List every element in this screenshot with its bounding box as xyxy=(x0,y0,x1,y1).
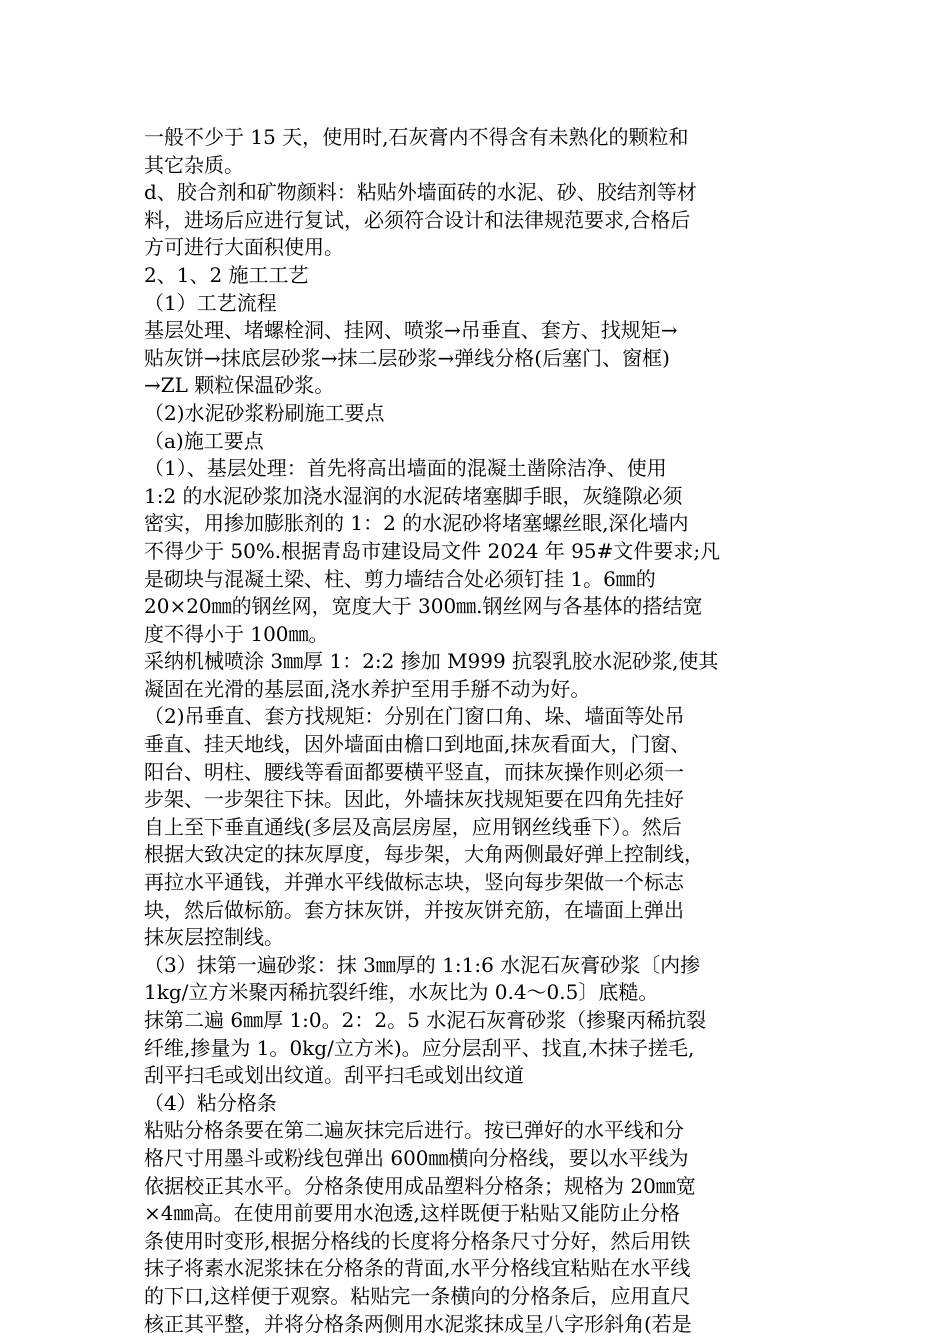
text-line: 刮平扫毛或划出纹道。刮平扫毛或划出纹道 xyxy=(144,1063,524,1088)
text-line: 其它杂质。 xyxy=(144,152,244,177)
text-line: 方可进行大面积使用。 xyxy=(144,235,344,260)
text-line: 格尺寸用墨斗或粉线包弹出 600㎜横向分格线，要以水平线为 xyxy=(144,1145,689,1170)
subsection-heading: （1）工艺流程 xyxy=(144,290,277,315)
text-line: 一般不少于 15 天，使用时,石灰膏内不得含有未熟化的颗粒和 xyxy=(144,125,689,149)
text-line: 粘贴分格条要在第二遍灰抹完后进行。按已弹好的水平线和分 xyxy=(144,1118,684,1143)
text-line: 贴灰饼→抹底层砂浆→抹二层砂浆→弹线分格(后塞门、窗框) xyxy=(144,345,670,370)
text-line: 自上至下垂直通线(多层及高层房屋，应用钢丝线垂下）。然后 xyxy=(144,814,682,839)
section-heading: 2、1、2 施工工艺 xyxy=(144,262,309,287)
text-line: 纤维,掺量为 1。0kg/立方米)。应分层刮平、找直,木抹子搓毛, xyxy=(144,1035,695,1060)
text-line: （2)吊垂直、套方找规矩：分别在门窗口角、垛、墙面等处吊 xyxy=(144,704,685,729)
text-line: 步架、一步架往下抹。因此，外墙抹灰找规矩要在四角先挂好 xyxy=(144,787,684,812)
text-line: 抹灰层控制线。 xyxy=(144,925,284,950)
text-line: 抹第二遍 6㎜厚 1:0。2：2。5 水泥石灰膏砂浆（掺聚丙稀抗裂 xyxy=(144,1008,707,1032)
text-line: 采纳机械喷涂 3㎜厚 1：2:2 掺加 M999 抗裂乳胶水泥砂浆,使其 xyxy=(144,649,719,674)
text-line: 垂直、挂天地线，因外墙面由檐口到地面,抹灰看面大，门窗、 xyxy=(144,732,691,757)
text-line: 不得少于 50%.根据青岛市建设局文件 2024 年 95#文件要求;凡 xyxy=(144,538,721,563)
text-line: 阳台、明柱、腰线等看面都要横平竖直，而抹灰操作则必须一 xyxy=(144,759,684,784)
text-line: 块，然后做标筋。套方抹灰饼，并按灰饼充筋，在墙面上弹出 xyxy=(144,897,684,922)
text-line: 是砌块与混凝土梁、柱、剪力墙结合处必须钉挂 1。6㎜的 xyxy=(144,566,656,591)
text-line: （1）、基层处理：首先将高出墙面的混凝土凿除洁净、使用 xyxy=(144,456,667,481)
text-line: 依据校正其水平。分格条使用成品塑料分格条；规格为 20㎜宽 xyxy=(144,1173,696,1198)
subsection-heading: （a)施工要点 xyxy=(144,428,264,453)
text-line: 密实，用掺加膨胀剂的 1：2 的水泥砂将堵塞螺丝眼,深化墙内 xyxy=(144,511,689,536)
text-line: 20×20㎜的钢丝网，宽度大于 300㎜.钢丝网与各基体的搭结宽 xyxy=(144,594,703,619)
text-line: 再拉水平通钱，并弹水平线做标志块，竖向每步架做一个标志 xyxy=(144,870,684,895)
text-line: 1kg/立方米聚丙稀抗裂纤维，水灰比为 0.4～0.5〕底糙。 xyxy=(144,980,659,1005)
text-line: 度不得小于 100㎜。 xyxy=(144,621,329,646)
text-line: 料，进场后应进行复试，必须符合设计和法律规范要求,合格后 xyxy=(144,207,691,232)
subsection-heading: （4）粘分格条 xyxy=(144,1090,277,1115)
text-line: d、胶合剂和矿物颜料：粘贴外墙面砖的水泥、砂、胶结剂等材 xyxy=(144,180,697,205)
text-line: （3）抹第一遍砂浆：抹 3㎜厚的 1:1:6 水泥石灰膏砂浆〔内掺 xyxy=(144,952,701,977)
text-line: →ZL 颗粒保温砂浆。 xyxy=(144,373,335,398)
text-line: 凝固在光滑的基层面,浇水养护至用手掰不动为好。 xyxy=(144,676,591,701)
text-line: 核正其平整，并将分格条两侧用水泥浆抹成呈八字形斜角(若是 xyxy=(144,1311,692,1336)
text-line: 的下口,这样便于观察。粘贴完一条横向的分格条后，应用直尺 xyxy=(144,1283,691,1308)
text-line: 条使用时变形,根据分格线的长度将分格条尺寸分好，然后用铁 xyxy=(144,1228,691,1253)
text-line: ×4㎜高。在使用前要用水泡透,这样既便于粘贴又能防止分格 xyxy=(144,1201,680,1226)
subsection-heading: （2)水泥砂浆粉刷施工要点 xyxy=(144,400,385,425)
text-line: 根据大致决定的抹灰厚度，每步架，大角两侧最好弹上控制线， xyxy=(144,842,704,867)
text-line: 基层处理、堵螺栓洞、挂网、喷浆→吊垂直、套方、找规矩→ xyxy=(144,318,678,343)
text-line: 抹子将素水泥浆抹在分格条的背面,水平分格线宜粘贴在水平线 xyxy=(144,1256,691,1281)
document-body xyxy=(144,124,806,1338)
text-line: 1:2 的水泥砂浆加浇水湿润的水泥砖堵塞脚手眼，灰缝隙必须 xyxy=(144,483,683,508)
